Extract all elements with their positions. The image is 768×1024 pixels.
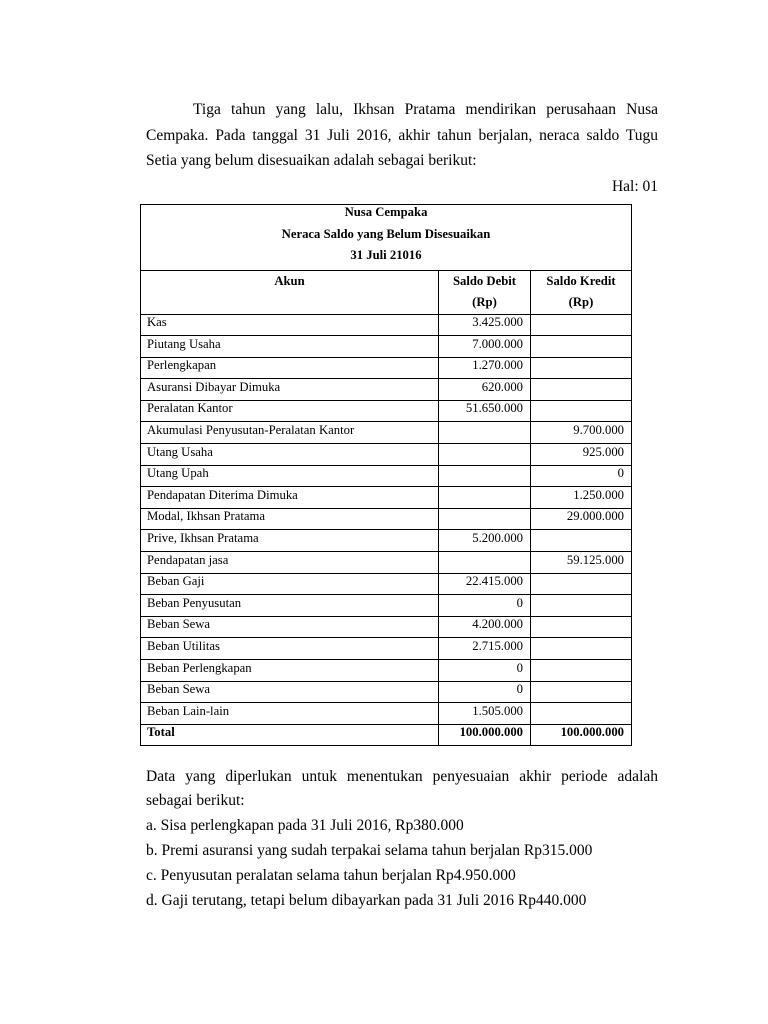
- table-row: [141, 595, 632, 617]
- adjustment-item-d: d. Gaji terutang, tetapi belum dibayarkan pada 31 Juli 2016 Rp440.000: [146, 891, 587, 909]
- account-cell: Beban Gaji: [141, 573, 439, 595]
- credit-cell: [531, 660, 632, 682]
- account-cell: Beban Sewa: [141, 681, 439, 703]
- report-title: Neraca Saldo yang Belum Disesuaikan: [281, 226, 491, 241]
- account-cell: Akumulasi Penyusutan-Peralatan Kantor: [141, 422, 439, 444]
- account-cell: Modal, Ikhsan Pratama: [141, 508, 439, 530]
- credit-header: [531, 270, 632, 314]
- debit-cell: 2.715.000: [439, 638, 531, 660]
- debit-cell: [439, 422, 531, 444]
- table-row: [141, 638, 632, 660]
- account-cell: Pendapatan Diterima Dimuka: [141, 487, 439, 509]
- credit-cell: [531, 703, 632, 725]
- credit-cell: 0: [531, 465, 632, 487]
- table-row: [141, 400, 632, 422]
- debit-cell: 0: [439, 660, 531, 682]
- table-row: [141, 573, 632, 595]
- account-cell: Beban Lain-lain: [141, 703, 439, 725]
- adjustment-item-c: c. Penyusutan peralatan selama tahun berjalan Rp4.950.000: [146, 866, 516, 884]
- table-title-block: [141, 205, 632, 271]
- credit-cell: [531, 530, 632, 552]
- total-label: Total: [141, 724, 439, 746]
- intro-line-3: Setia yang belum disesuaikan adalah sebagai berikut:: [146, 152, 477, 169]
- intro-line-2: Cempaka. Pada tanggal 31 Juli 2016, akhir tahun berjalan, neraca saldo Tugu: [146, 126, 658, 144]
- credit-header-unit: (Rp): [568, 294, 594, 309]
- debit-cell: [439, 508, 531, 530]
- table-row: [141, 379, 632, 401]
- credit-cell: 9.700.000: [531, 422, 632, 444]
- account-header: [141, 270, 439, 314]
- adjustments-intro-line-1: Data yang diperlukan untuk menentukan penyesuaian akhir periode adalah: [146, 767, 658, 785]
- table-row: [141, 616, 632, 638]
- account-cell: Beban Perlengkapan: [141, 660, 439, 682]
- table-row: [141, 552, 632, 574]
- credit-cell: [531, 595, 632, 617]
- account-cell: Piutang Usaha: [141, 336, 439, 358]
- table-title-lines: [141, 205, 631, 267]
- credit-cell: 1.250.000: [531, 487, 632, 509]
- table-row: [141, 314, 632, 336]
- credit-cell: [531, 336, 632, 358]
- table-row: [141, 681, 632, 703]
- account-cell: Pendapatan jasa: [141, 552, 439, 574]
- debit-cell: 0: [439, 681, 531, 703]
- debit-cell: [439, 487, 531, 509]
- account-cell: Utang Usaha: [141, 444, 439, 466]
- debit-cell: [439, 444, 531, 466]
- account-cell: Perlengkapan: [141, 357, 439, 379]
- debit-header: [439, 270, 531, 314]
- account-cell: Utang Upah: [141, 465, 439, 487]
- adjustment-item-a: a. Sisa perlengkapan pada 31 Juli 2016, Rp380.000: [146, 817, 464, 835]
- intro-line-1: Tiga tahun yang lalu, Ikhsan Pratama mendirikan perusahaan Nusa: [193, 101, 658, 118]
- debit-cell: [439, 465, 531, 487]
- company-name: Nusa Cempaka: [344, 205, 428, 219]
- adjustments-intro-line-2: sebagai berikut:: [146, 792, 245, 810]
- debit-cell: 0: [439, 595, 531, 617]
- table-title-cell: [141, 205, 632, 271]
- credit-cell: [531, 573, 632, 595]
- credit-cell: [531, 616, 632, 638]
- debit-cell: 1.505.000: [439, 703, 531, 725]
- page-number-label: Hal: 01: [611, 178, 658, 195]
- credit-cell: [531, 681, 632, 703]
- table-row: [141, 357, 632, 379]
- debit-cell: 620.000: [439, 379, 531, 401]
- credit-header-label: Saldo Kredit: [546, 273, 616, 288]
- debit-header-unit: (Rp): [472, 294, 497, 309]
- report-date: 31 Juli 21016: [350, 248, 422, 262]
- table-row: [141, 508, 632, 530]
- account-cell: Peralatan Kantor: [141, 400, 439, 422]
- debit-cell: [439, 552, 531, 574]
- table-row: [141, 487, 632, 509]
- table-row: [141, 465, 632, 487]
- credit-cell: [531, 638, 632, 660]
- credit-cell: [531, 379, 632, 401]
- debit-cell: 1.270.000: [439, 357, 531, 379]
- column-header-row: [141, 270, 632, 314]
- debit-header-label: Saldo Debit: [452, 273, 517, 288]
- account-cell: Beban Sewa: [141, 616, 439, 638]
- account-cell: Beban Penyusutan: [141, 595, 439, 617]
- total-row: [141, 724, 632, 746]
- intro-paragraph: [146, 97, 658, 174]
- total-credit: 100.000.000: [531, 724, 632, 746]
- debit-cell: 3.425.000: [439, 314, 531, 336]
- account-header-label: Akun: [274, 273, 305, 288]
- adjustment-item-b: b. Premi asuransi yang sudah terpakai selama tahun berjalan Rp315.000: [146, 841, 593, 859]
- table-row: [141, 422, 632, 444]
- table-row: [141, 530, 632, 552]
- credit-cell: 29.000.000: [531, 508, 632, 530]
- table-row: [141, 336, 632, 358]
- debit-cell: 7.000.000: [439, 336, 531, 358]
- account-cell: Beban Utilitas: [141, 638, 439, 660]
- trial-balance-table: [140, 204, 632, 746]
- credit-cell: 59.125.000: [531, 552, 632, 574]
- debit-cell: 22.415.000: [439, 573, 531, 595]
- total-debit: 100.000.000: [439, 724, 531, 746]
- table-row: [141, 703, 632, 725]
- debit-cell: 5.200.000: [439, 530, 531, 552]
- credit-cell: [531, 357, 632, 379]
- credit-cell: 925.000: [531, 444, 632, 466]
- account-cell: Asuransi Dibayar Dimuka: [141, 379, 439, 401]
- adjustments-section: [146, 765, 658, 914]
- debit-cell: 4.200.000: [439, 616, 531, 638]
- table-row: [141, 660, 632, 682]
- account-cell: Kas: [141, 314, 439, 336]
- credit-cell: [531, 314, 632, 336]
- account-cell: Prive, Ikhsan Pratama: [141, 530, 439, 552]
- credit-cell: [531, 400, 632, 422]
- debit-cell: 51.650.000: [439, 400, 531, 422]
- table-row: [141, 444, 632, 466]
